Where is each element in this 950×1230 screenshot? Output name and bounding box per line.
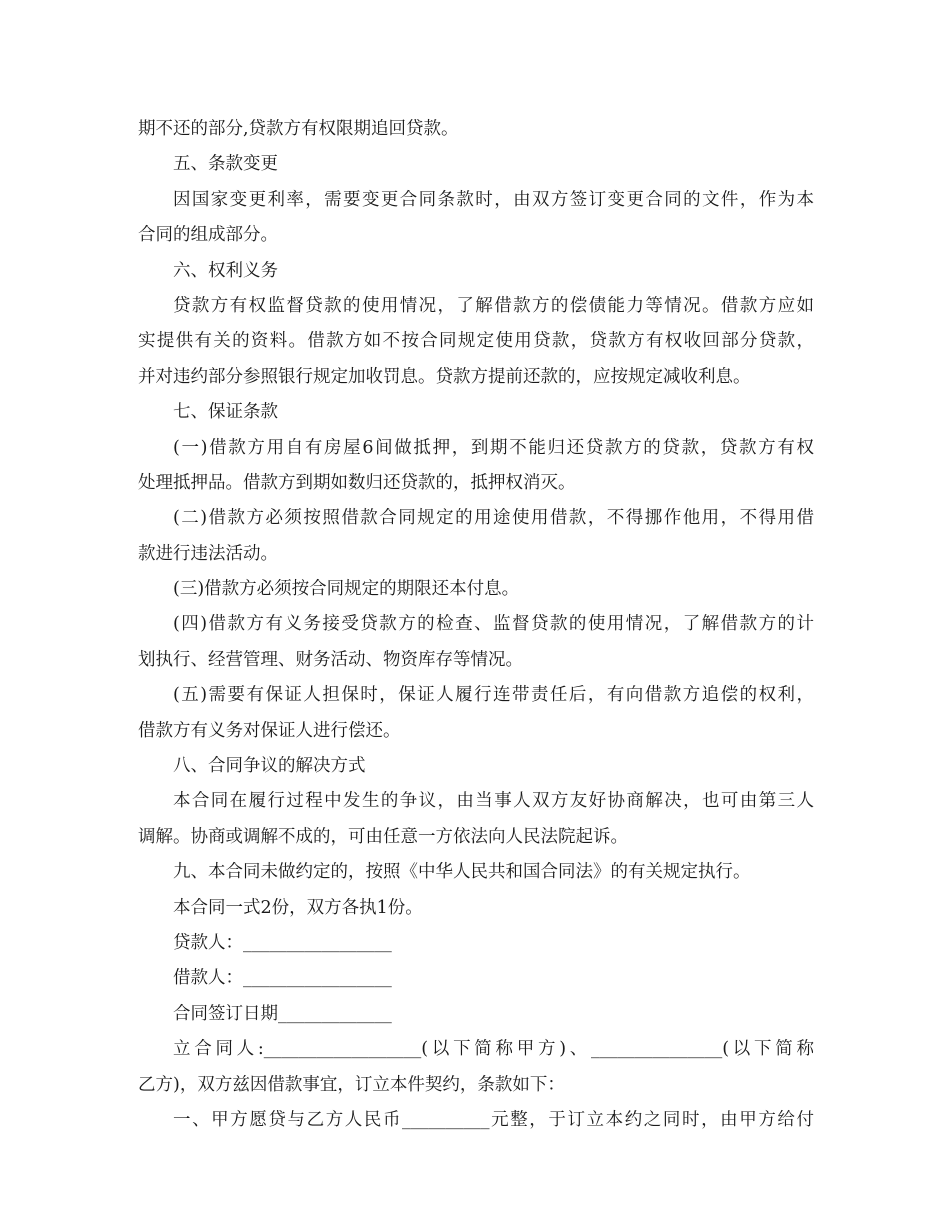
text-line: (三)借款方必须按合同规定的期限还本付息。 xyxy=(173,579,520,600)
text-line: 合同的组成部分。 xyxy=(138,225,278,246)
text-line: 一、甲方愿贷与乙方人民币__________元整，于订立本约之同时，由甲方给付 xyxy=(173,1109,814,1130)
text-line: 本合同一式2份，双方各执1份。 xyxy=(173,897,423,918)
text-line: 款进行违法活动。 xyxy=(138,543,278,564)
text-line: 借款人：_________________ xyxy=(173,968,392,989)
text-line: 乙方)，双方兹因借款事宜，订立本件契约，条款如下： xyxy=(138,1074,565,1095)
text-line: (一)借款方用自有房屋6间做抵押，到期不能归还贷款方的贷款，贷款方有权 xyxy=(173,437,814,458)
text-line: (四)借款方有义务接受贷款方的检查、监督贷款的使用情况，了解借款方的计 xyxy=(173,614,814,635)
text-line: 六、权利义务 xyxy=(173,260,278,281)
contract-body-text xyxy=(138,112,814,1138)
text-line: 调解。协商或调解不成的，可由任意一方依法向人民法院起诉。 xyxy=(138,826,628,847)
text-line: 立合同人:__________________(以下简称甲方)、_______________(以下简称 xyxy=(173,1039,814,1060)
text-line: 九、本合同未做约定的，按照《中华人民共和国合同法》的有关规定执行。 xyxy=(173,862,751,883)
text-line: 八、合同争议的解决方式 xyxy=(173,756,366,777)
text-line: 贷款人：_________________ xyxy=(173,932,392,953)
text-line: 因国家变更利率，需要变更合同条款时，由双方签订变更合同的文件，作为本 xyxy=(173,189,814,210)
text-line: 五、条款变更 xyxy=(173,154,278,175)
text-line: 七、保证条款 xyxy=(173,402,278,423)
text-line: 贷款方有权监督贷款的使用情况，了解借款方的偿债能力等情况。借款方应如 xyxy=(173,295,814,316)
text-line: 实提供有关的资料。借款方如不按合同规定使用贷款，贷款方有权收回部分贷款， xyxy=(138,331,814,352)
text-line: 本合同在履行过程中发生的争议，由当事人双方友好协商解决，也可由第三人 xyxy=(173,791,814,812)
text-line: 期不还的部分,贷款方有权限期追回贷款。 xyxy=(138,119,459,139)
text-line: 并对违约部分参照银行规定加收罚息。贷款方提前还款的，应按规定减收利息。 xyxy=(138,366,751,387)
text-line: 处理抵押品。借款方到期如数归还贷款的，抵押权消灭。 xyxy=(138,472,576,493)
text-line: 划执行、经营管理、财务活动、物资库存等情况。 xyxy=(138,649,523,670)
text-line: (二)借款方必须按照借款合同规定的用途使用借款，不得挪作他用，不得用借 xyxy=(173,508,814,529)
text-line: 合同签订日期_____________ xyxy=(173,1003,392,1024)
text-line: (五)需要有保证人担保时，保证人履行连带责任后，有向借款方追偿的权利， xyxy=(173,685,814,706)
text-line: 借款方有义务对保证人进行偿还。 xyxy=(138,720,401,741)
